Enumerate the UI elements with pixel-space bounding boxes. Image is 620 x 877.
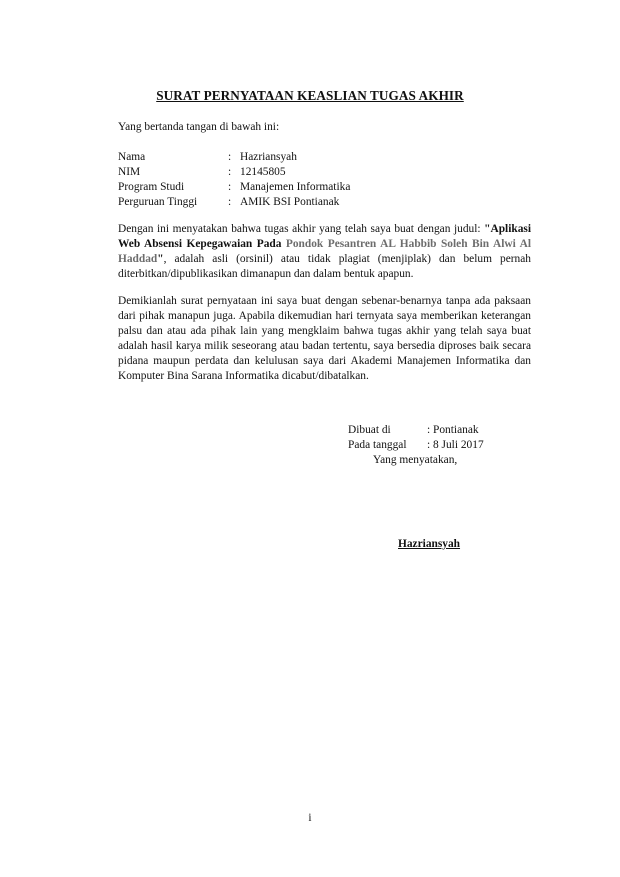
identity-row-program — [118, 180, 350, 195]
thesis-title-highlight: Pondok Pesantren AL Habbib Soleh Bin Alwi Al Haddad — [118, 238, 531, 265]
identity-colon: : — [228, 181, 232, 193]
document-title: SURAT PERNYATAAN KEASLIAN TUGAS AKHIR — [156, 88, 464, 103]
identity-row-name — [118, 150, 350, 165]
identity-table — [118, 150, 350, 210]
identity-label: Nama — [118, 151, 146, 163]
identity-value: Manajemen Informatika — [240, 181, 351, 193]
statement-paragraph — [118, 222, 531, 282]
identity-colon: : — [228, 196, 232, 208]
identity-value: 12145805 — [240, 166, 286, 178]
date-value: : 8 Juli 2017 — [427, 439, 484, 451]
identity-value: Hazriansyah — [240, 151, 297, 163]
stated-text: Yang menyatakan, — [373, 454, 458, 466]
signature-block — [348, 423, 484, 468]
signature-date-row — [348, 438, 484, 453]
identity-label: Perguruan Tinggi — [118, 196, 198, 208]
signature-place-row — [348, 423, 484, 438]
place-value: : Pontianak — [427, 424, 479, 436]
identity-row-institution — [118, 195, 350, 210]
declaration-paragraph: Demikianlah surat pernyataan ini saya buat dengan sebenar-benarnya tanpa ada paksaan dari pihak manapun juga. Apabila dikemudian hari ternyata saya memberikan keterangan palsu dan atau ada pihak lain yang mengklaim bahwa tugas akhir yang telah saya buat adalah hasil karya milik seseorang atau badan tertentu, saya bersedia diproses baik secara pidana maupun perdata dan kelulusan saya dari Akademi Manajemen Informatika dan Komputer Bina Sarana Informatika dicabut/dibatalkan. — [118, 295, 531, 382]
identity-label: NIM — [118, 166, 141, 178]
date-label: Pada tanggal — [348, 439, 407, 451]
page-number: i — [308, 812, 312, 824]
thesis-title-bold: "Aplikasi Web Absensi Kepegawaian Pada — [118, 223, 531, 250]
statement-lead: Dengan ini menyatakan bahwa tugas akhir yang telah saya buat dengan judul: — [118, 223, 485, 235]
thesis-title-close: " — [157, 253, 164, 265]
identity-row-nim — [118, 165, 350, 180]
identity-colon: : — [228, 151, 232, 163]
identity-label: Program Studi — [118, 181, 185, 193]
intro-text: Yang bertanda tangan di bawah ini: — [118, 121, 280, 133]
place-label: Dibuat di — [348, 424, 391, 436]
signatory-name: Hazriansyah — [398, 538, 461, 550]
identity-colon: : — [228, 166, 232, 178]
statement-rest: , adalah asli (orsinil) atau tidak plagiat (menjiplak) dan belum pernah diterbitkan/dipublikasikan dimanapun dan dalam bentuk apapun. — [118, 253, 531, 280]
identity-value: AMIK BSI Pontianak — [240, 196, 340, 208]
